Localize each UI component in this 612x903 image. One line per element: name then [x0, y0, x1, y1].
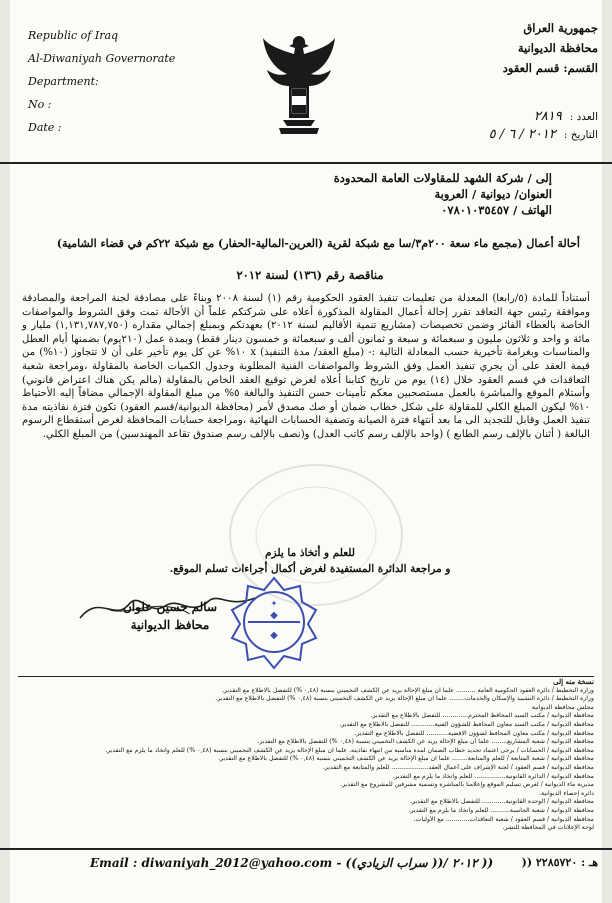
- copies-list: [18, 678, 594, 833]
- date-value: ٢٠١٢ / ٦ / ٥: [488, 127, 556, 142]
- copies-item: محافظة الديوانية / قسم العقود / لجنة الإشراف على أعمال العقد................... للعلم والمتابعة مع التقدير.: [322, 763, 594, 771]
- closing-block: [40, 545, 580, 577]
- closing-line-2: و مراجعة الدائرة المستفيدة لغرض أكمال أجراءات تسلم الموقع.: [169, 563, 451, 575]
- recipient-block: [60, 170, 552, 218]
- header-date-row: [428, 126, 598, 144]
- copies-item: محافظة الديوانية / شعبة المتابعة / للعلم والمتابعة........ علما ان مبلغ الإحالة يزيد عن الكشف التخميني بنسبة (٠,٤٨ %) للتفضل بالاطلاع مع التقدير.: [218, 755, 594, 763]
- header-department-en: Department:: [28, 75, 99, 88]
- copies-item: وزارة التخطيط / دائرة التشييد والإسكان والخدمات........ علما ان مبلغ الإحالة يزيد عن الكشف التخميني بنسبة (٠,٤٨ %) للتفضل بالاطلاع مع التقدير.: [215, 695, 594, 703]
- scan-edge-left: [0, 0, 10, 903]
- header-country-en: Republic of Iraq: [28, 29, 119, 42]
- copies-item: محافظة الديوانية / الوحدة القانونية............ للتفضل بالاطلاع مع التقدير.: [410, 798, 594, 806]
- svg-text:◆: ◆: [270, 630, 278, 641]
- copies-divider: [18, 676, 594, 677]
- header-arabic: [438, 18, 598, 78]
- recipient-address: العنوان/ ديوانية / العروبة: [434, 187, 552, 201]
- header-number-row: [428, 108, 598, 126]
- header-governorate-ar: محافظة الديوانية: [517, 41, 598, 55]
- recipient-name: إلى / شركة الشهد للمقاولات العامة المحدودة: [333, 171, 552, 185]
- letter-body: أستناداً للمادة (٥/رابعا) المعدلة من تعليمات تنفيذ العقود الحكومية رقم (١) لسنة ٢٠٠٨ وبناءً على مصادقة لجنة المراجعة والمصادقة وموافقة رئيس جهة التعاقد تقرر إحالة أعمال المقاولة المذكورة أعلاه على شركتكم علماً أن الأحالة تمت وفق الشروط والمواصفات الخاصة بالعطاء الفائز وضمن تخصيصات (مشاريع تنمية الأقاليم لسنة ٢٠١٢) بعهدتكم وبمبلغ إجمالي مقداره (١,١٣١,٧٨٧,٧٥٠) مليار و مائة و واحد و ثلاثون مليون و سبعمائة و سبعة و ثمانون ألف و سبعمائة و خمسون دينار فقط) وبمدة عمل (٢١٠يوم) بضمنها أيام العطل والمناسبات وبغرامة تأخيرية حسب المعادلة التالية :- (مبلغ العقد/ مدة التنفيذ) x ١٠% عن كل يوم تأخير على أن لا تتجاوز (١٠%) من قيمة العقد على أن يجري تنفيذ العمل وفق الشروط والمواصفات الفنية المطلوبة وجدول الكميات الخاصة بالمقاولة ،ومراجعة شعبة التعاقدات في قسم العقود خلال (١٤) يوم من تاريخ كتابنا أعلاه لغرض توقيع العقد الخاص بالمقاولة (مالم يكن هناك اعتراض قانوني) وأستلام الموقع والمباشرة بالعمل مستصحبين معكم تأمينات حسن التنفيذ والبالغة ٥% من مبلغ المقاولة الإجمالي مضافاً إليه الأحتياط ١٠% ليكون المبلغ الكلي للمقاولة على شكل خطاب ضمان أو صك مصدق لأمر (محافظة الديوانية/قسم العقود) تكون فترة نفاذيته مدة تنفيذ العمل وقابل للتجديد الى ما بعد أنتهاء فترة الصيانة وتصفية الحسابات النهائية ،ومراجعة حسابات المحافظة لغرض أستقطاع الرسوم البالغة ( أثنان بالإلف رسم الطابع ) (واحد بالإلف رسم كاتب العدل) و(نصف بالإلف رسم صندوق تقاعد المهندسين) من المبلغ الكلي.: [22, 293, 591, 440]
- header-section-ar: القسم: قسم العقود: [502, 61, 598, 75]
- header-divider: [0, 162, 612, 164]
- number-value: ٢٨١٩: [533, 109, 562, 124]
- header-english: [28, 24, 218, 139]
- letter-subject: أحالة أعمال (مجمع ماء سعة ٢٠٠م٣/سا مع شبكة لقرية (العرين-المالية-الحفار) مع شبكة ٢٢كم في قضاء الشامية): [56, 237, 580, 250]
- copies-item: محافظة الديوانية / مكتب السيد المحافظ المحترم............. للتفضل بالاطلاع مع التقدير.: [370, 712, 594, 720]
- copies-item: مجلس محافظة الديوانية: [531, 703, 594, 711]
- copies-item: لوحة الإعلانات في المحافظة للنشر.: [502, 824, 594, 832]
- signer-title: محافظ الديوانية: [130, 618, 210, 632]
- footer-phone: هـ : ٢٢٨٥٧٢٠ ((: [521, 856, 598, 869]
- header-date-en: Date :: [28, 121, 62, 134]
- signer-name: سالم حسين علوان: [122, 600, 218, 614]
- copies-item: محافظة الديوانية / الحسابات / يرجى اعتماد تجديد خطاب الضمان لمدة مناسبة من انتهاء نفاذيته. علما ان مبلغ الإحالة يزيد عن الكشف التخميني بنسبة (٠,٤٨ %) للعلم واتخاذ ما يلزم مع التقدير.: [105, 746, 594, 754]
- footer-bar: [0, 848, 612, 878]
- footer-email-tail: - ((سراب الزيادي ))/ ٢٠١٢ )): [336, 856, 494, 870]
- official-stamp-icon: [226, 574, 322, 670]
- header-number-date: [428, 108, 598, 144]
- copies-title: نسخة منه إلى: [553, 678, 594, 686]
- header-country-ar: جمهورية العراق: [523, 21, 598, 35]
- iraq-eagle-emblem-icon: [261, 28, 337, 140]
- header-no-en: No :: [28, 98, 52, 111]
- copies-item: محافظة الديوانية / مكتب معاون المحافظ لشؤون الاقضية........... للتفضل بالاطلاع مع التقدير.: [354, 729, 594, 737]
- copies-item: محافظة الديوانية / شعبة المشاريع........ علما ان مبلغ الإحالة يزيد عن الكشف التخميني بنسبة (٠,٤٨ %) للتفضل بالاطلاع مع التقدير.: [257, 738, 594, 746]
- copies-item: محافظة الديوانية / الدائرة القانونية................ للعلم واتخاذ ما يلزم مع التقدير.: [392, 772, 594, 780]
- date-label: التاريخ :: [563, 129, 598, 141]
- number-label: العدد :: [569, 111, 598, 123]
- footer-email: [90, 856, 493, 870]
- copies-item: دائرة إحصاء الديوانية.: [539, 789, 594, 797]
- copies-item: محافظة الديوانية / شعبة الحاسبة.......... للعلم واتخاذ ما يلزم مع التقدير.: [408, 806, 594, 814]
- copies-item: وزارة التخطيط / دائرة العقود الحكومية العامة .......... علما ان مبلغ الإحالة يزيد عن الكشف التخميني بنسبة (٠,٤٨ %) للتفضل بالاطلاع مع التقدير.: [221, 686, 594, 694]
- tender-number: مناقصة رقم (١٣٦) لسنة ٢٠١٢: [236, 268, 384, 282]
- copies-item: محافظة الديوانية / قسم العقود / شعبة التعاقدات............ مع الأوليات.: [413, 815, 594, 823]
- copies-item: محافظة الديوانية / مكتب السيد معاون المحافظ للشؤون الفنية............ للتفضل بالاطلاع مع التقدير.: [339, 720, 594, 728]
- copies-item: مديرية ماء الديوانية / لغرض تسليم الموقع وإعلامنا بالمباشرة وتسمية مشرفين للمشروع مع التقدير.: [340, 781, 594, 789]
- svg-text:✦: ✦: [270, 599, 278, 608]
- scan-edge-right: [602, 0, 612, 903]
- svg-text:◆: ◆: [270, 610, 278, 621]
- header-governorate-en: Al-Diwaniyah Governorate: [28, 52, 176, 65]
- recipient-phone: الهاتف / ٠٧٨٠١٠٣٥٤٥٧: [441, 203, 552, 217]
- closing-line-1: للعلم و أتخاذ ما يلزم: [265, 547, 355, 559]
- footer-email-text: Email : diwaniyah_2012@yahoo.com: [90, 856, 333, 870]
